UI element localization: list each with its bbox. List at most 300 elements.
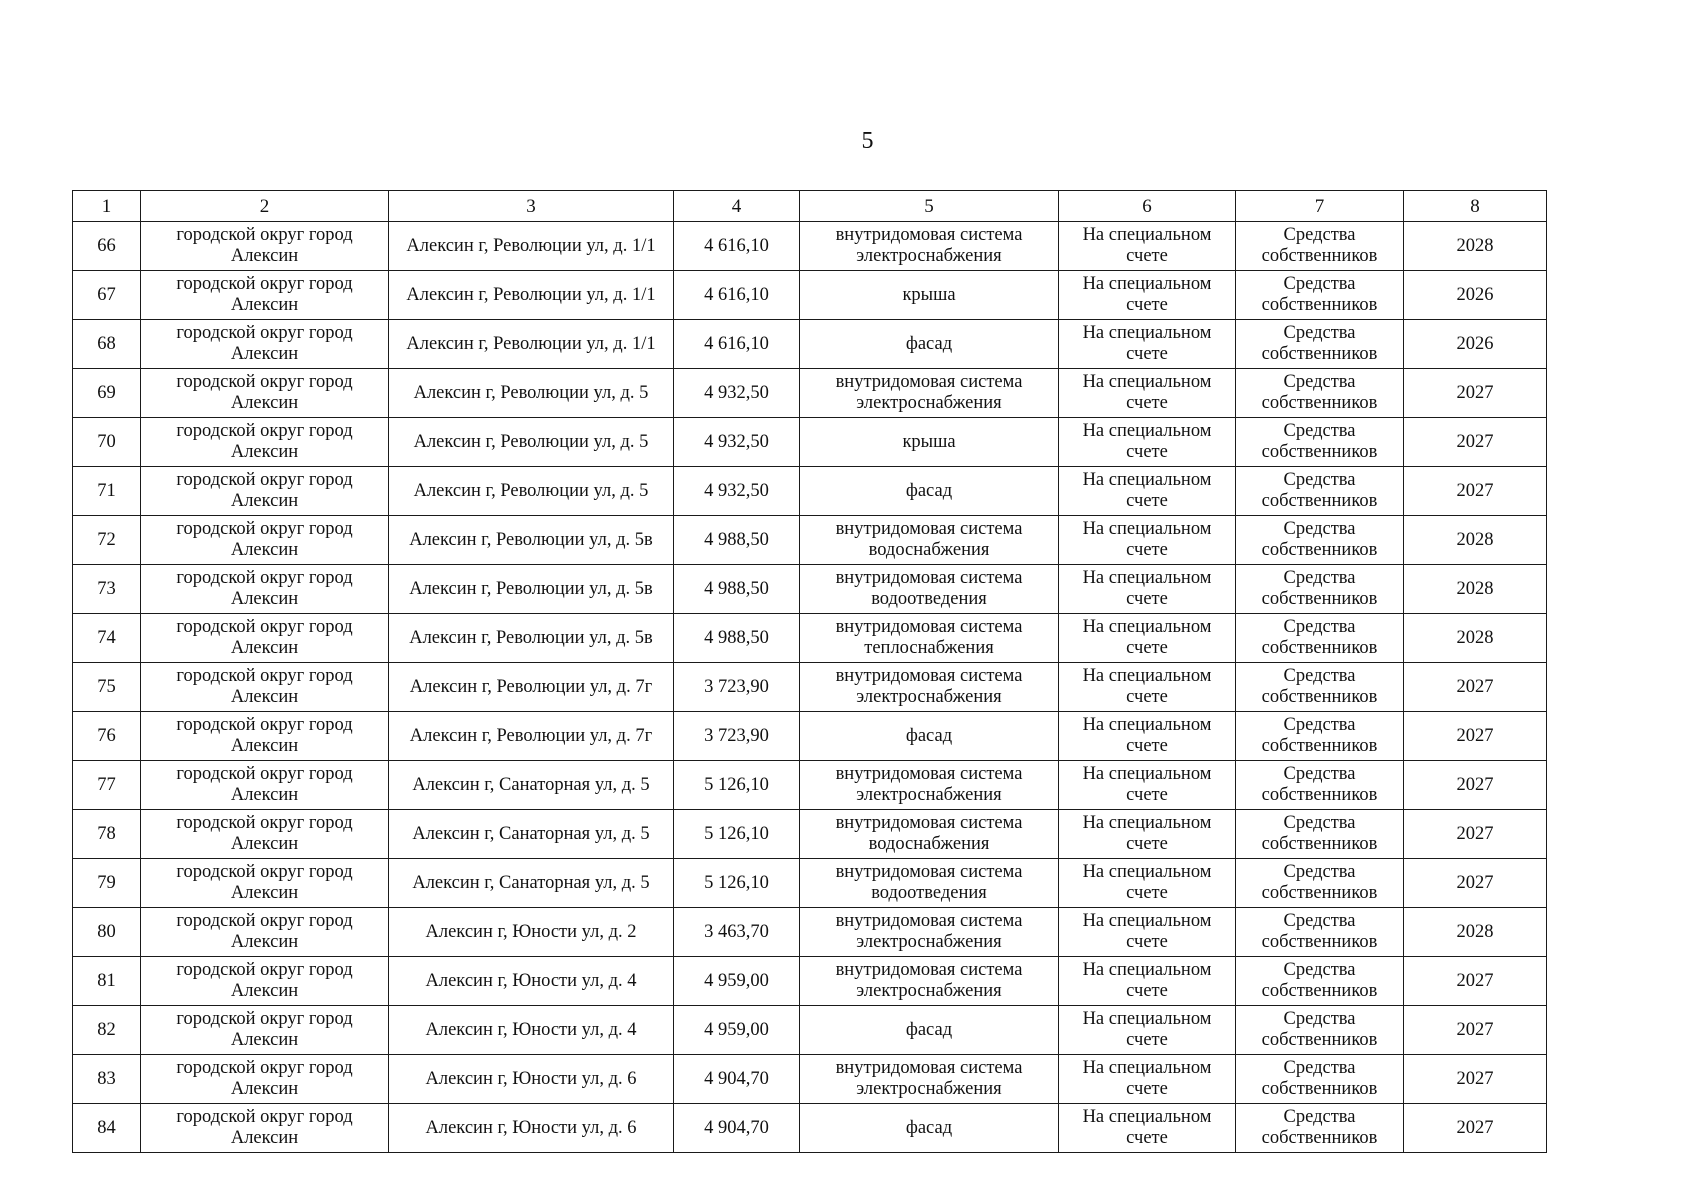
- year-cell: 2027: [1404, 418, 1547, 467]
- account-line: На специальном: [1082, 568, 1212, 588]
- table-header: [73, 191, 1547, 222]
- header-cell: 4: [674, 191, 800, 222]
- municipality-line: Алексин: [230, 1128, 299, 1148]
- municipality-cell: [141, 222, 389, 271]
- account-line: На специальном: [1082, 323, 1212, 343]
- municipality-line: Алексин: [230, 981, 299, 1001]
- municipality-line: Алексин: [230, 834, 299, 854]
- work-type-line: крыша: [902, 431, 956, 452]
- funding-source-line: собственников: [1261, 932, 1378, 952]
- account-line: На специальном: [1082, 715, 1212, 735]
- account-line: счете: [1126, 834, 1168, 854]
- address-cell: Алексин г, Революции ул, д. 5: [389, 369, 674, 418]
- row-number-cell: 67: [73, 271, 141, 320]
- funding-source-line: Средства: [1283, 519, 1356, 539]
- work-type-line: фасад: [905, 725, 953, 746]
- table-row: [73, 1104, 1547, 1153]
- area-cell: 4 959,00: [674, 1006, 800, 1055]
- funding-source-cell: [1236, 369, 1404, 418]
- funding-source-line: Средства: [1283, 764, 1356, 784]
- municipality-line: Алексин: [230, 1030, 299, 1050]
- funding-source-line: собственников: [1261, 1079, 1378, 1099]
- work-type-cell: [800, 614, 1059, 663]
- funding-source-line: Средства: [1283, 813, 1356, 833]
- funding-source-line: собственников: [1261, 1030, 1378, 1050]
- row-number-cell: 74: [73, 614, 141, 663]
- municipality-line: городской округ город: [176, 1009, 353, 1029]
- funding-source-line: Средства: [1283, 225, 1356, 245]
- address-cell: Алексин г, Революции ул, д. 5в: [389, 565, 674, 614]
- work-type-line: внутридомовая система: [835, 960, 1023, 980]
- work-type-line: внутридомовая система: [835, 862, 1023, 882]
- funding-source-line: собственников: [1261, 442, 1378, 462]
- address-cell: Алексин г, Революции ул, д. 5: [389, 418, 674, 467]
- row-number-cell: 79: [73, 859, 141, 908]
- municipality-line: городской округ город: [176, 960, 353, 980]
- municipality-cell: [141, 761, 389, 810]
- work-type-cell: [800, 1006, 1059, 1055]
- work-type-cell: [800, 418, 1059, 467]
- funding-source-cell: [1236, 320, 1404, 369]
- municipality-line: Алексин: [230, 883, 299, 903]
- area-cell: 3 723,90: [674, 712, 800, 761]
- municipality-cell: [141, 1006, 389, 1055]
- account-line: счете: [1126, 1079, 1168, 1099]
- municipality-line: городской округ город: [176, 470, 353, 490]
- area-cell: 4 616,10: [674, 271, 800, 320]
- funding-source-line: собственников: [1261, 295, 1378, 315]
- account-line: счете: [1126, 638, 1168, 658]
- year-cell: 2027: [1404, 467, 1547, 516]
- funding-source-cell: [1236, 957, 1404, 1006]
- year-cell: 2028: [1404, 222, 1547, 271]
- account-cell: [1059, 810, 1236, 859]
- year-cell: 2027: [1404, 1055, 1547, 1104]
- address-cell: Алексин г, Юности ул, д. 2: [389, 908, 674, 957]
- row-number-cell: 75: [73, 663, 141, 712]
- account-line: На специальном: [1082, 519, 1212, 539]
- year-cell: 2026: [1404, 271, 1547, 320]
- municipality-line: Алексин: [230, 344, 299, 364]
- funding-source-line: собственников: [1261, 1128, 1378, 1148]
- row-number-cell: 77: [73, 761, 141, 810]
- account-line: счете: [1126, 442, 1168, 462]
- account-line: На специальном: [1082, 421, 1212, 441]
- municipality-line: городской округ город: [176, 421, 353, 441]
- account-line: счете: [1126, 883, 1168, 903]
- municipality-line: городской округ город: [176, 911, 353, 931]
- municipality-cell: [141, 712, 389, 761]
- municipality-cell: [141, 957, 389, 1006]
- work-type-line: внутридомовая система: [835, 225, 1023, 245]
- header-cell: 8: [1404, 191, 1547, 222]
- funding-source-cell: [1236, 908, 1404, 957]
- municipality-line: городской округ город: [176, 862, 353, 882]
- municipality-line: городской округ город: [176, 715, 353, 735]
- table-row: [73, 957, 1547, 1006]
- municipality-cell: [141, 418, 389, 467]
- area-cell: 5 126,10: [674, 761, 800, 810]
- account-line: На специальном: [1082, 813, 1212, 833]
- row-number-cell: 83: [73, 1055, 141, 1104]
- area-cell: 4 959,00: [674, 957, 800, 1006]
- work-type-cell: [800, 222, 1059, 271]
- area-cell: 4 932,50: [674, 467, 800, 516]
- account-line: На специальном: [1082, 470, 1212, 490]
- area-cell: 5 126,10: [674, 859, 800, 908]
- funding-source-cell: [1236, 516, 1404, 565]
- year-cell: 2028: [1404, 565, 1547, 614]
- account-line: счете: [1126, 687, 1168, 707]
- account-cell: [1059, 1006, 1236, 1055]
- municipality-line: Алексин: [230, 1079, 299, 1099]
- funding-source-line: собственников: [1261, 540, 1378, 560]
- address-cell: Алексин г, Юности ул, д. 4: [389, 1006, 674, 1055]
- account-line: На специальном: [1082, 1058, 1212, 1078]
- municipality-line: городской округ город: [176, 764, 353, 784]
- work-type-cell: [800, 663, 1059, 712]
- municipality-line: городской округ город: [176, 813, 353, 833]
- address-cell: Алексин г, Юности ул, д. 6: [389, 1055, 674, 1104]
- header-cell: 6: [1059, 191, 1236, 222]
- work-type-cell: [800, 1104, 1059, 1153]
- account-line: счете: [1126, 932, 1168, 952]
- funding-source-line: собственников: [1261, 883, 1378, 903]
- funding-source-line: собственников: [1261, 491, 1378, 511]
- year-cell: 2026: [1404, 320, 1547, 369]
- account-line: На специальном: [1082, 960, 1212, 980]
- table-row: [73, 1055, 1547, 1104]
- account-line: счете: [1126, 491, 1168, 511]
- area-cell: 4 616,10: [674, 222, 800, 271]
- address-cell: Алексин г, Революции ул, д. 7г: [389, 712, 674, 761]
- address-cell: Алексин г, Революции ул, д. 5в: [389, 516, 674, 565]
- area-cell: 4 988,50: [674, 565, 800, 614]
- address-cell: Алексин г, Революции ул, д. 1/1: [389, 222, 674, 271]
- address-cell: Алексин г, Санаторная ул, д. 5: [389, 810, 674, 859]
- account-line: На специальном: [1082, 1107, 1212, 1127]
- municipality-line: городской округ город: [176, 323, 353, 343]
- account-line: счете: [1126, 540, 1168, 560]
- work-type-line: электроснабжения: [856, 785, 1002, 805]
- funding-source-cell: [1236, 761, 1404, 810]
- table-row: [73, 222, 1547, 271]
- municipality-line: городской округ город: [176, 274, 353, 294]
- funding-source-line: Средства: [1283, 323, 1356, 343]
- header-cell: 3: [389, 191, 674, 222]
- municipality-cell: [141, 1104, 389, 1153]
- year-cell: 2027: [1404, 712, 1547, 761]
- work-type-cell: [800, 565, 1059, 614]
- work-type-line: теплоснабжения: [864, 638, 994, 658]
- row-number-cell: 73: [73, 565, 141, 614]
- account-cell: [1059, 761, 1236, 810]
- row-number-cell: 72: [73, 516, 141, 565]
- account-line: На специальном: [1082, 1009, 1212, 1029]
- municipality-cell: [141, 565, 389, 614]
- funding-source-cell: [1236, 663, 1404, 712]
- work-type-line: водоотведения: [871, 883, 987, 903]
- row-number-cell: 81: [73, 957, 141, 1006]
- municipality-cell: [141, 271, 389, 320]
- municipality-line: Алексин: [230, 638, 299, 658]
- table-row: [73, 908, 1547, 957]
- table-row: [73, 271, 1547, 320]
- account-cell: [1059, 712, 1236, 761]
- funding-source-line: собственников: [1261, 393, 1378, 413]
- municipality-line: Алексин: [230, 687, 299, 707]
- year-cell: 2027: [1404, 761, 1547, 810]
- work-type-cell: [800, 320, 1059, 369]
- account-cell: [1059, 957, 1236, 1006]
- account-line: счете: [1126, 246, 1168, 266]
- work-type-line: электроснабжения: [856, 393, 1002, 413]
- table-row: [73, 761, 1547, 810]
- table-row: [73, 369, 1547, 418]
- account-cell: [1059, 369, 1236, 418]
- account-line: На специальном: [1082, 225, 1212, 245]
- account-cell: [1059, 222, 1236, 271]
- account-cell: [1059, 320, 1236, 369]
- funding-source-cell: [1236, 810, 1404, 859]
- row-number-cell: 68: [73, 320, 141, 369]
- funding-source-line: Средства: [1283, 617, 1356, 637]
- funding-source-line: Средства: [1283, 470, 1356, 490]
- funding-source-line: Средства: [1283, 960, 1356, 980]
- area-cell: 4 932,50: [674, 418, 800, 467]
- account-line: На специальном: [1082, 274, 1212, 294]
- account-cell: [1059, 859, 1236, 908]
- funding-source-line: Средства: [1283, 568, 1356, 588]
- work-type-line: внутридомовая система: [835, 911, 1023, 931]
- area-cell: 4 988,50: [674, 516, 800, 565]
- account-line: На специальном: [1082, 666, 1212, 686]
- municipality-line: городской округ город: [176, 1058, 353, 1078]
- row-number-cell: 66: [73, 222, 141, 271]
- work-type-line: фасад: [905, 480, 953, 501]
- page-number: 5: [861, 128, 874, 154]
- work-type-cell: [800, 859, 1059, 908]
- row-number-cell: 76: [73, 712, 141, 761]
- municipality-line: Алексин: [230, 736, 299, 756]
- work-type-line: фасад: [905, 333, 953, 354]
- table-row: [73, 418, 1547, 467]
- funding-source-cell: [1236, 1055, 1404, 1104]
- municipality-line: городской округ город: [176, 666, 353, 686]
- municipality-line: городской округ город: [176, 1107, 353, 1127]
- municipality-line: Алексин: [230, 932, 299, 952]
- work-type-line: электроснабжения: [856, 1079, 1002, 1099]
- repair-register-table: [72, 190, 1547, 1153]
- funding-source-cell: [1236, 565, 1404, 614]
- year-cell: 2027: [1404, 957, 1547, 1006]
- account-line: счете: [1126, 344, 1168, 364]
- funding-source-line: собственников: [1261, 344, 1378, 364]
- header-cell: 5: [800, 191, 1059, 222]
- work-type-line: внутридомовая система: [835, 764, 1023, 784]
- work-type-line: водоотведения: [871, 589, 987, 609]
- account-line: счете: [1126, 589, 1168, 609]
- work-type-line: внутридомовая система: [835, 372, 1023, 392]
- municipality-cell: [141, 663, 389, 712]
- year-cell: 2027: [1404, 663, 1547, 712]
- account-cell: [1059, 1104, 1236, 1153]
- year-cell: 2027: [1404, 1104, 1547, 1153]
- address-cell: Алексин г, Революции ул, д. 1/1: [389, 271, 674, 320]
- account-cell: [1059, 663, 1236, 712]
- work-type-line: водоснабжения: [868, 540, 990, 560]
- address-cell: Алексин г, Революции ул, д. 7г: [389, 663, 674, 712]
- year-cell: 2028: [1404, 614, 1547, 663]
- work-type-line: внутридомовая система: [835, 813, 1023, 833]
- table-row: [73, 516, 1547, 565]
- area-cell: 4 932,50: [674, 369, 800, 418]
- municipality-line: городской округ город: [176, 225, 353, 245]
- header-cell: 7: [1236, 191, 1404, 222]
- address-cell: Алексин г, Юности ул, д. 4: [389, 957, 674, 1006]
- year-cell: 2027: [1404, 859, 1547, 908]
- address-cell: Алексин г, Санаторная ул, д. 5: [389, 859, 674, 908]
- funding-source-line: собственников: [1261, 834, 1378, 854]
- funding-source-cell: [1236, 467, 1404, 516]
- header-cell: 2: [141, 191, 389, 222]
- municipality-cell: [141, 859, 389, 908]
- funding-source-cell: [1236, 1006, 1404, 1055]
- municipality-line: городской округ город: [176, 372, 353, 392]
- account-cell: [1059, 271, 1236, 320]
- work-type-cell: [800, 369, 1059, 418]
- table-row: [73, 810, 1547, 859]
- year-cell: 2027: [1404, 369, 1547, 418]
- address-cell: Алексин г, Санаторная ул, д. 5: [389, 761, 674, 810]
- work-type-line: крыша: [902, 284, 956, 305]
- account-line: счете: [1126, 785, 1168, 805]
- municipality-line: Алексин: [230, 785, 299, 805]
- municipality-cell: [141, 467, 389, 516]
- table-body: [73, 222, 1547, 1153]
- account-line: счете: [1126, 1030, 1168, 1050]
- funding-source-line: Средства: [1283, 1107, 1356, 1127]
- funding-source-cell: [1236, 271, 1404, 320]
- area-cell: 3 463,70: [674, 908, 800, 957]
- header-cell: 1: [73, 191, 141, 222]
- address-cell: Алексин г, Революции ул, д. 5: [389, 467, 674, 516]
- account-line: На специальном: [1082, 617, 1212, 637]
- municipality-line: Алексин: [230, 442, 299, 462]
- municipality-line: Алексин: [230, 589, 299, 609]
- work-type-cell: [800, 467, 1059, 516]
- account-line: счете: [1126, 1128, 1168, 1148]
- work-type-line: внутридомовая система: [835, 666, 1023, 686]
- account-line: На специальном: [1082, 911, 1212, 931]
- funding-source-cell: [1236, 712, 1404, 761]
- account-cell: [1059, 614, 1236, 663]
- work-type-cell: [800, 712, 1059, 761]
- account-line: счете: [1126, 295, 1168, 315]
- funding-source-cell: [1236, 1104, 1404, 1153]
- address-cell: Алексин г, Революции ул, д. 5в: [389, 614, 674, 663]
- table-row: [73, 614, 1547, 663]
- municipality-line: Алексин: [230, 393, 299, 413]
- funding-source-cell: [1236, 418, 1404, 467]
- area-cell: 4 988,50: [674, 614, 800, 663]
- municipality-line: Алексин: [230, 540, 299, 560]
- work-type-line: внутридомовая система: [835, 519, 1023, 539]
- funding-source-cell: [1236, 859, 1404, 908]
- account-line: На специальном: [1082, 764, 1212, 784]
- municipality-line: Алексин: [230, 295, 299, 315]
- work-type-cell: [800, 908, 1059, 957]
- work-type-line: электроснабжения: [856, 981, 1002, 1001]
- area-cell: 3 723,90: [674, 663, 800, 712]
- year-cell: 2028: [1404, 516, 1547, 565]
- funding-source-line: Средства: [1283, 715, 1356, 735]
- work-type-cell: [800, 761, 1059, 810]
- year-cell: 2027: [1404, 810, 1547, 859]
- account-line: счете: [1126, 981, 1168, 1001]
- municipality-cell: [141, 369, 389, 418]
- table-row: [73, 320, 1547, 369]
- work-type-line: фасад: [905, 1117, 953, 1138]
- municipality-cell: [141, 516, 389, 565]
- area-cell: 5 126,10: [674, 810, 800, 859]
- funding-source-line: Средства: [1283, 372, 1356, 392]
- row-number-cell: 70: [73, 418, 141, 467]
- work-type-line: внутридомовая система: [835, 568, 1023, 588]
- funding-source-line: Средства: [1283, 1058, 1356, 1078]
- funding-source-line: собственников: [1261, 687, 1378, 707]
- work-type-line: внутридомовая система: [835, 1058, 1023, 1078]
- funding-source-line: собственников: [1261, 589, 1378, 609]
- funding-source-line: Средства: [1283, 666, 1356, 686]
- year-cell: 2028: [1404, 908, 1547, 957]
- funding-source-line: Средства: [1283, 274, 1356, 294]
- work-type-line: электроснабжения: [856, 687, 1002, 707]
- area-cell: 4 904,70: [674, 1055, 800, 1104]
- funding-source-line: Средства: [1283, 862, 1356, 882]
- municipality-cell: [141, 614, 389, 663]
- work-type-line: электроснабжения: [856, 932, 1002, 952]
- account-line: На специальном: [1082, 372, 1212, 392]
- funding-source-line: собственников: [1261, 981, 1378, 1001]
- funding-source-line: собственников: [1261, 785, 1378, 805]
- table-row: [73, 859, 1547, 908]
- work-type-cell: [800, 810, 1059, 859]
- row-number-cell: 69: [73, 369, 141, 418]
- account-line: счете: [1126, 736, 1168, 756]
- municipality-line: Алексин: [230, 246, 299, 266]
- account-cell: [1059, 516, 1236, 565]
- funding-source-cell: [1236, 222, 1404, 271]
- header-row: [73, 191, 1547, 222]
- table-row: [73, 565, 1547, 614]
- work-type-line: фасад: [905, 1019, 953, 1040]
- work-type-cell: [800, 271, 1059, 320]
- work-type-cell: [800, 1055, 1059, 1104]
- account-line: счете: [1126, 393, 1168, 413]
- row-number-cell: 80: [73, 908, 141, 957]
- funding-source-cell: [1236, 614, 1404, 663]
- work-type-line: водоснабжения: [868, 834, 990, 854]
- account-cell: [1059, 908, 1236, 957]
- year-cell: 2027: [1404, 1006, 1547, 1055]
- row-number-cell: 84: [73, 1104, 141, 1153]
- account-cell: [1059, 565, 1236, 614]
- address-cell: Алексин г, Революции ул, д. 1/1: [389, 320, 674, 369]
- table-row: [73, 712, 1547, 761]
- area-cell: 4 616,10: [674, 320, 800, 369]
- account-cell: [1059, 1055, 1236, 1104]
